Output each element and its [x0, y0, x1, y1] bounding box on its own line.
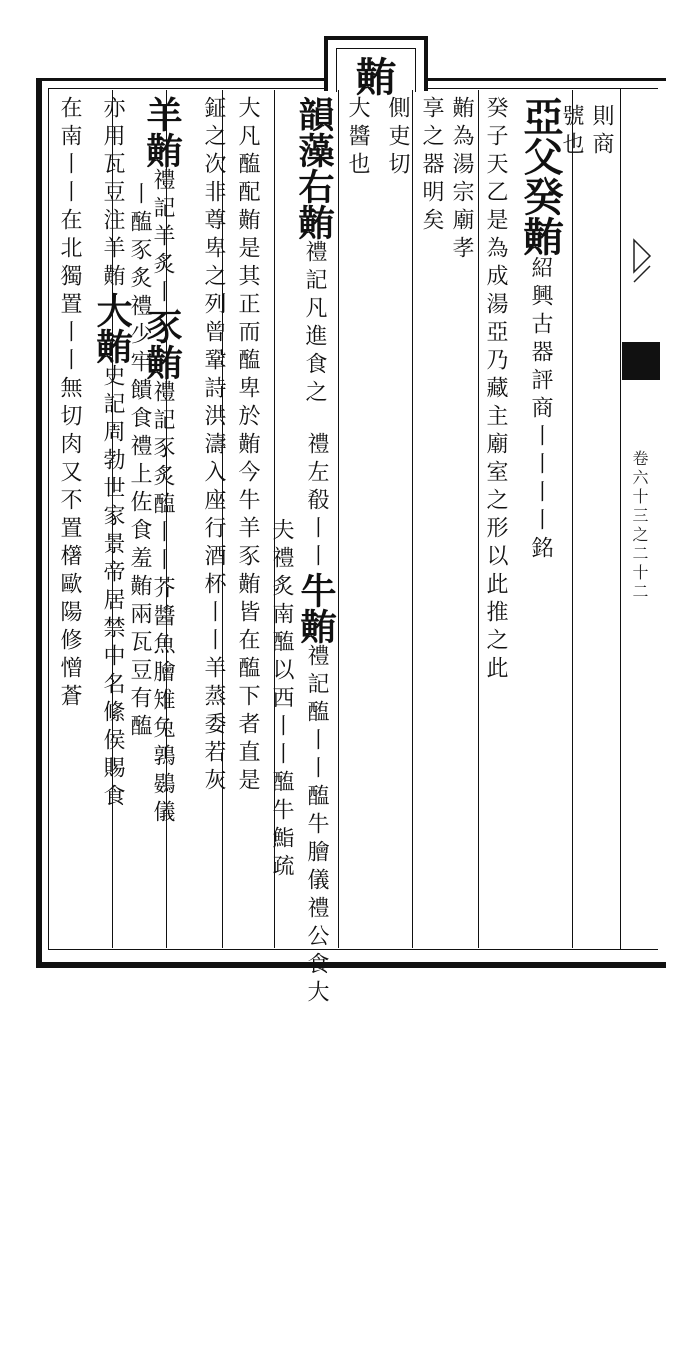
text-column: [346, 96, 368, 946]
commentary-text: 癸子天乙是為成湯亞乃藏主廟室之形以此推之此: [483, 96, 508, 684]
text-column: [517, 96, 564, 946]
commentary-text: 享之器明矣: [419, 96, 444, 236]
commentary-text: 鉦之次非尊卑之列曾鞏詩洪濤入座行酒杯丨丨羊蒸委若灰: [201, 96, 226, 796]
entry-heading: 豕䵋: [141, 308, 183, 380]
commentary-text: 禮少牢饋食禮上佐食羞䵋兩瓦豆有醢: [127, 294, 152, 742]
column-rule: [412, 90, 413, 948]
commentary-text: 大醬也: [345, 96, 370, 180]
fishtail-ornament-icon: [632, 236, 652, 296]
commentary-text: 獨置丨丨無切肉又不置櫡歐陽修憎蒼: [57, 264, 82, 712]
volume-page-label: 卷六十三之二十二: [630, 450, 649, 602]
commentary-text: 禮左殽丨丨: [304, 432, 329, 572]
entry-heading: 大䵋: [91, 292, 133, 364]
commentary-text: 史記周勃世家景帝居禁中名絛侯賜食: [100, 364, 125, 812]
commentary-text: 號也: [559, 104, 584, 160]
entry-heading: 亞父癸䵋: [517, 96, 564, 256]
text-column: [484, 96, 506, 946]
fishtail-mark: [622, 342, 660, 380]
text-column: [91, 96, 133, 946]
commentary-text: 亦用瓦豆注羊䵋: [100, 96, 125, 292]
commentary-text: 在南丨丨在北: [57, 96, 82, 264]
text-column: [590, 104, 612, 954]
commentary-text: 䵋為湯宗廟孝: [449, 96, 474, 264]
text-column: [236, 96, 258, 946]
entry-heading: 韻藻右䵋: [293, 96, 335, 240]
commentary-text: 紹興古器評商丨丨丨丨銘: [528, 256, 553, 564]
text-column: [202, 96, 224, 946]
commentary-text: 則商: [589, 104, 614, 160]
commentary-text: 夫禮炙南醢以西丨丨醢牛鮨疏: [269, 518, 294, 882]
text-column: [58, 96, 80, 946]
text-column: [270, 518, 292, 1368]
text-column: [420, 96, 442, 946]
commentary-text: 禮記凡進食之: [302, 240, 327, 408]
commentary-text: 側吏切: [385, 96, 410, 180]
text-column: [386, 96, 408, 946]
head-character: 䵋: [356, 54, 396, 101]
commentary-text: 丨醢豕炙: [127, 182, 152, 294]
entry-heading: 羊䵋: [141, 96, 183, 168]
margin-divider: [620, 88, 621, 950]
commentary-text: 大凡醢配䵋是其正而醢卑於䵋今牛羊豕䵋皆在醢下者直是: [235, 96, 260, 796]
commentary-text: 禮記豕炙醢丨丨芥醬魚膾雉兔鶉鷃儀: [150, 380, 175, 828]
column-rule: [478, 90, 479, 948]
commentary-text: 禮記醢丨丨醢牛膾儀禮公食大: [304, 644, 329, 1008]
text-column: [450, 96, 472, 946]
text-column: [295, 432, 337, 1282]
entry-heading: 牛䵋: [295, 572, 337, 644]
column-rule: [338, 90, 339, 948]
commentary-text: 禮記羊炙丨: [150, 168, 175, 308]
